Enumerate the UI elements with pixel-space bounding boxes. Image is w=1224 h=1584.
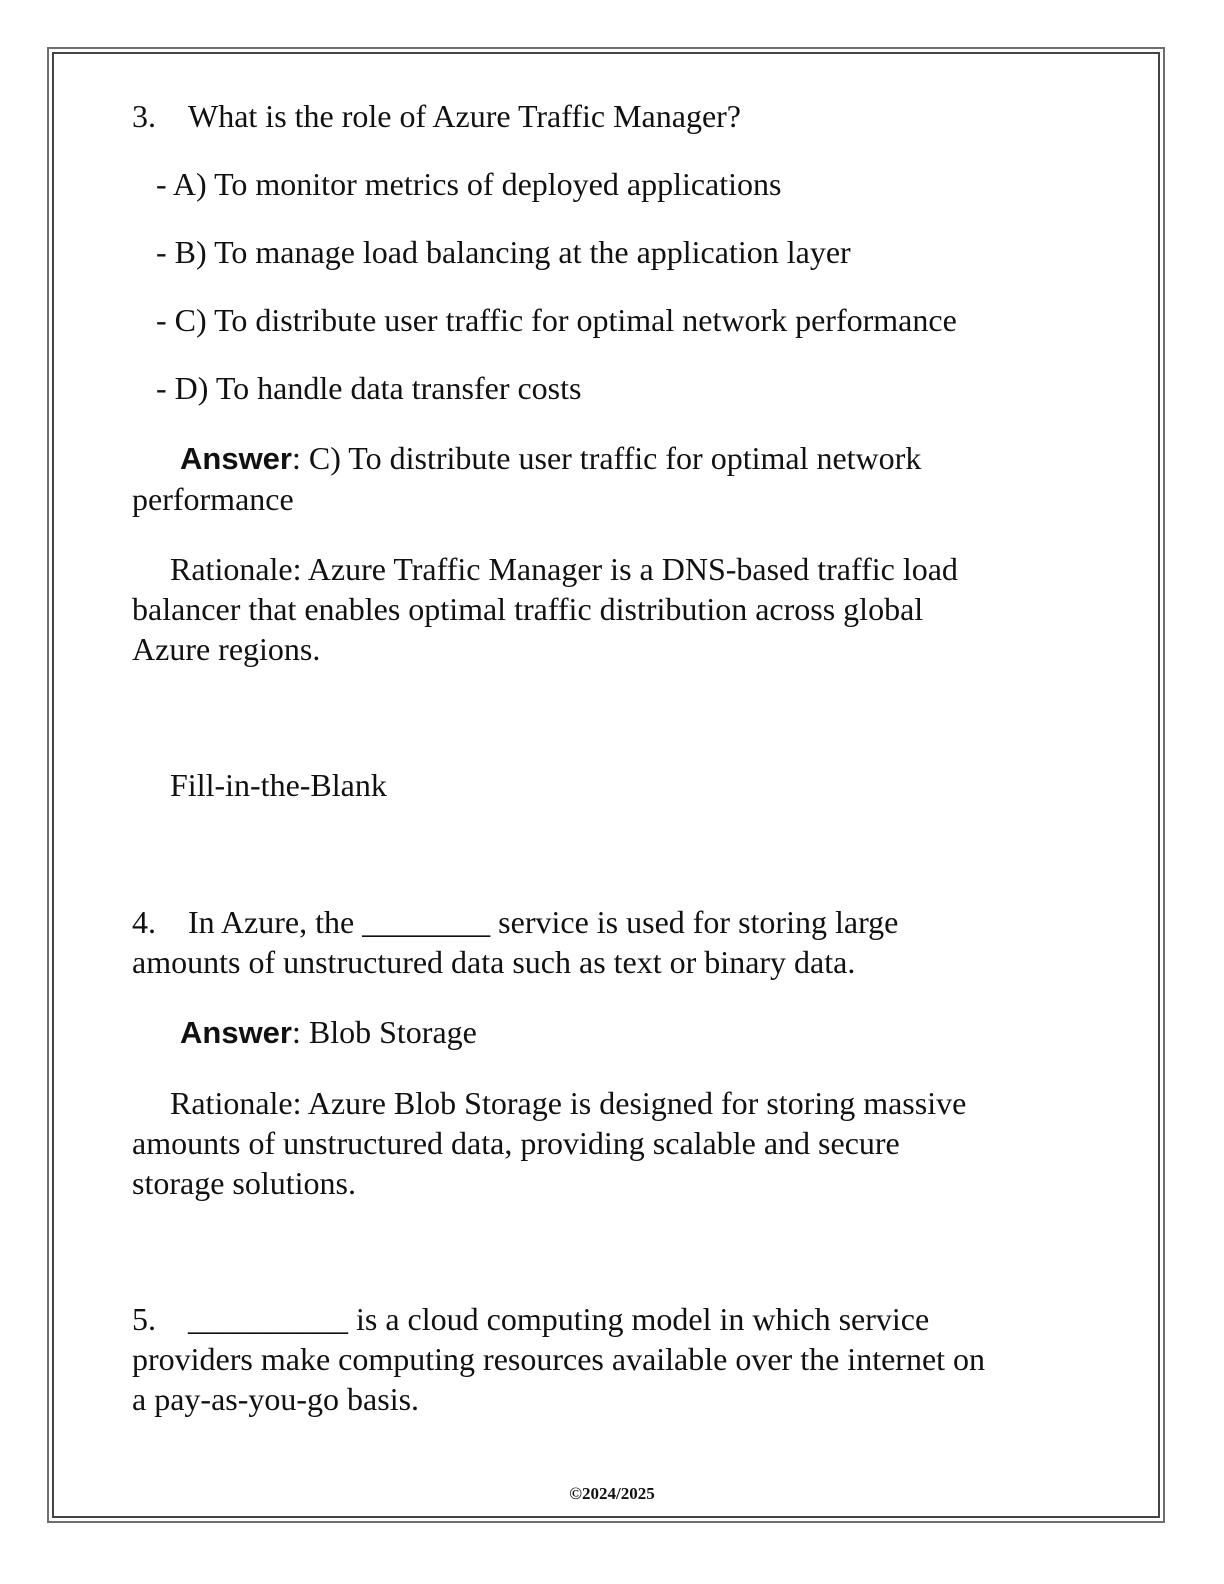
question-number: 4. xyxy=(132,904,156,940)
rationale-line: Rationale: Azure Blob Storage is designed for storing massive xyxy=(170,1085,967,1121)
question-5-prompt xyxy=(132,1299,1092,1339)
option-b: - B) To manage load balancing at the application layer xyxy=(156,234,851,270)
question-text-continued: a pay-as-you-go basis. xyxy=(132,1381,420,1417)
question-4 xyxy=(132,902,1092,1203)
question-3 xyxy=(132,96,1092,669)
answer-text: : C) To distribute user traffic for optimal network xyxy=(291,440,922,476)
question-text: In Azure, the ________ service is used for storing large xyxy=(188,904,899,940)
document-content xyxy=(132,96,1092,1419)
answer-label: Answer xyxy=(180,441,292,476)
option-c: - C) To distribute user traffic for optimal network performance xyxy=(156,302,957,338)
page-footer: ©2024/2025 xyxy=(569,1484,655,1503)
rationale-line: amounts of unstructured data, providing scalable and secure xyxy=(132,1125,900,1161)
option-a: - A) To monitor metrics of deployed applications xyxy=(156,166,782,202)
rationale xyxy=(132,1083,1092,1203)
answer-block xyxy=(132,1012,1092,1053)
question-4-prompt xyxy=(132,902,1092,942)
rationale-line: Rationale: Azure Traffic Manager is a DNS-based traffic load xyxy=(170,551,958,587)
question-5 xyxy=(132,1299,1092,1419)
question-text-continued: providers make computing resources available over the internet on xyxy=(132,1341,986,1377)
question-text-continued: amounts of unstructured data such as text or binary data. xyxy=(132,944,856,980)
answer-block xyxy=(132,438,1092,519)
rationale-line: storage solutions. xyxy=(132,1165,356,1201)
question-text: What is the role of Azure Traffic Manager? xyxy=(188,98,741,134)
question-number: 3. xyxy=(132,98,156,134)
question-text: __________ is a cloud computing model in which service xyxy=(188,1301,930,1337)
answer-text: : Blob Storage xyxy=(291,1014,477,1050)
rationale-line: Azure regions. xyxy=(132,631,321,667)
rationale xyxy=(132,549,1092,669)
section-heading: Fill-in-the-Blank xyxy=(170,767,387,803)
option-d: - D) To handle data transfer costs xyxy=(156,370,582,406)
question-3-prompt xyxy=(132,96,1092,136)
rationale-line: balancer that enables optimal traffic distribution across global xyxy=(132,591,924,627)
answer-text-continued: performance xyxy=(132,481,294,517)
answer-label: Answer xyxy=(180,1015,292,1050)
question-number: 5. xyxy=(132,1301,156,1337)
